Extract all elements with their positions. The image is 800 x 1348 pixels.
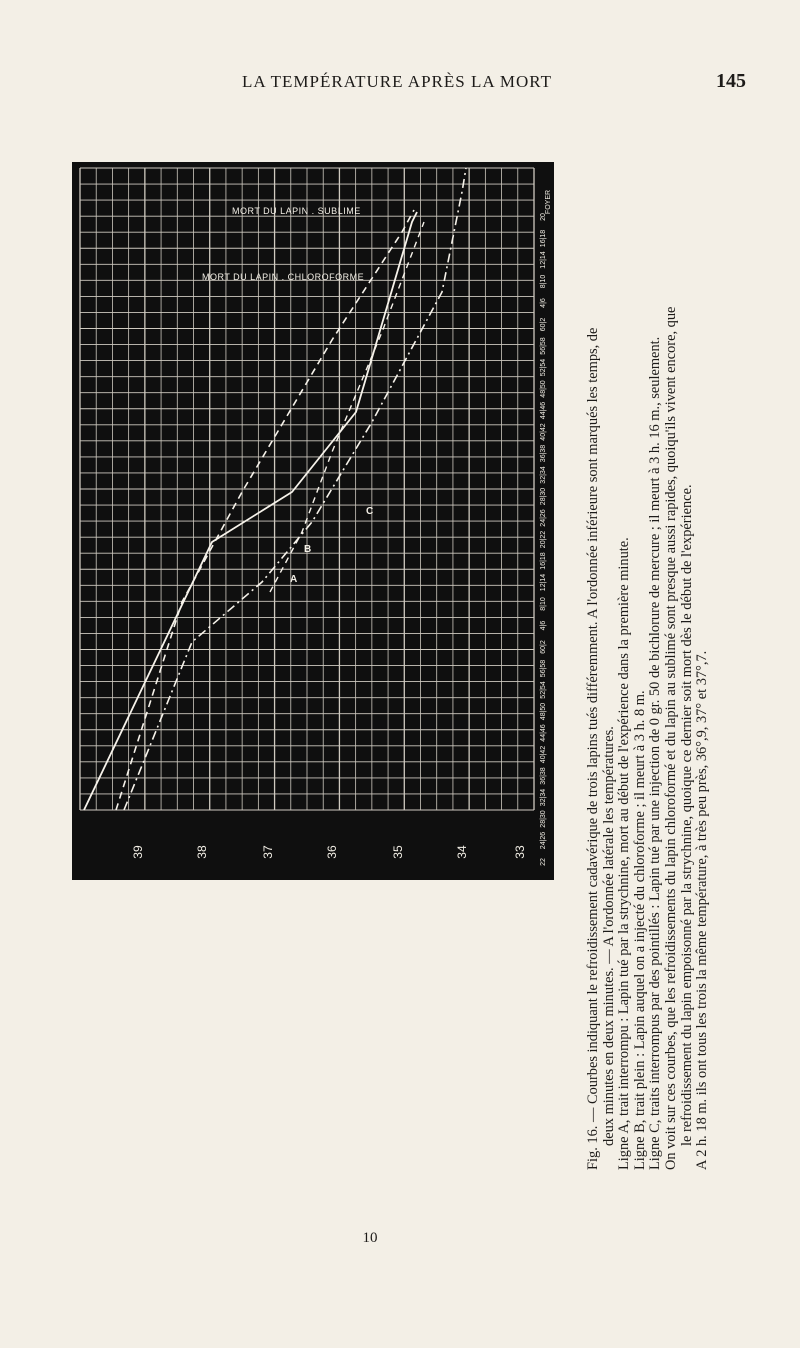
time-tick-label: 48|50 (540, 380, 547, 398)
time-tick-label: 56|58 (540, 337, 547, 355)
time-tick-label: 40|42 (540, 423, 547, 441)
time-tick-label: 8|10 (540, 597, 547, 611)
page-number: 145 (716, 70, 746, 92)
time-tick-label: 4|6 (540, 298, 547, 308)
temperature-tick-label: 35 (391, 845, 405, 859)
caption-line-d: On voit sur ces courbes, que les refroidissements du lapin chloroformé et du lapin au sublimé sont presque aussi rapides, quoiqu'ils vivent encore, que (662, 306, 679, 1170)
time-tick-label: 60|2 (540, 317, 547, 332)
caption-line-f: A 2 h. 18 m. ils ont tous les trois la même température, à très peu près, 36°,9, 37° et 37°,7. (694, 650, 711, 1170)
temperature-tick-label: 38 (195, 845, 209, 859)
time-tick-label: 24|26 (540, 509, 547, 527)
time-tick-label: 4|6 (540, 620, 547, 631)
foyer-label: FOYER (545, 189, 552, 215)
time-tick-label: 8|10 (540, 274, 547, 289)
curve-mark-c: C (366, 506, 374, 517)
time-tick-label: 22 (540, 858, 547, 866)
time-tick-label: 40|42 (540, 745, 547, 764)
time-tick-label: 44|46 (540, 401, 547, 420)
figure-caption (586, 150, 736, 1170)
time-tick-label: 32|34 (540, 466, 547, 484)
temperature-tick-label: 36 (325, 845, 339, 859)
time-tick-label: 20 (540, 213, 547, 221)
time-tick-label: 20|22 (540, 530, 547, 549)
temperature-tick-label: 33 (513, 845, 527, 859)
caption-line-e: le refroidissement du lapin empoisonné par la strychnine, quoique ce dernier soit mort dès le début de l'expérience. (678, 484, 695, 1146)
caption-title-text: — Courbes indiquant le refroidissement cadavérique de trois lapins tués différemment. A l'ordonnée inférieure sont marqués les temps, de (585, 327, 601, 1122)
temperature-tick-label: 37 (261, 845, 275, 859)
time-tick-label: 44|46 (540, 724, 547, 742)
time-tick-label: 32|34 (540, 788, 547, 807)
time-tick-label: 12|14 (540, 573, 547, 592)
curve-mark-a: A (290, 574, 298, 585)
curve-mark-b: B (304, 544, 312, 555)
temperature-chart-svg (72, 162, 554, 880)
time-tick-label: 56|58 (540, 659, 547, 678)
time-tick-label: 28|30 (540, 810, 547, 828)
temperature-chart-figure (72, 162, 554, 880)
caption-line-b: Ligne B, trait plein : Lapin auquel on a injecté du chloroforme ; il meurt à 3 h. 8 m. (631, 690, 648, 1170)
time-tick-label: 24|26 (540, 831, 547, 850)
time-tick-label: 52|54 (540, 681, 547, 699)
time-tick-label: 48|50 (540, 702, 547, 721)
caption-line-c: Ligne C, traits interrompus par des pointillés : Lapin tué par une injection de 0 gr. 50 de bichlorure de mercure ; il meurt à 3 h. 16 m., seulement. (647, 336, 664, 1170)
time-tick-label: 28|30 (540, 487, 547, 506)
running-title: LA TEMPÉRATURE APRÈS LA MORT (241, 72, 553, 91)
caption-title-cont: deux minutes en deux minutes. — A l'ordonnée latérale les températures. (600, 726, 617, 1146)
time-tick-label: 36|38 (540, 767, 547, 785)
caption-fig-label: Fig. 16. (585, 1125, 601, 1170)
temperature-tick-label: 34 (455, 845, 469, 859)
time-tick-label: 16|18 (540, 229, 547, 248)
time-tick-label: 16|18 (540, 552, 547, 570)
time-tick-label: 60|2 (540, 640, 547, 654)
caption-line-a: Ligne A, trait interrompu : Lapin tué par la strychnine, mort au début de l'expérience dans la première minute. (616, 537, 633, 1170)
time-tick-label: 52|54 (540, 358, 547, 377)
temperature-tick-label: 39 (131, 845, 145, 859)
curve-label-sublime: MORT DU LAPIN . SUBLIME (232, 206, 361, 216)
signature-mark: 10 (362, 1230, 378, 1246)
curve-label-chloroforme: MORT DU LAPIN . CHLOROFORME (202, 272, 365, 282)
time-tick-label: 36|38 (540, 444, 547, 463)
time-tick-label: 12|14 (540, 251, 547, 269)
caption-title (586, 150, 602, 1170)
